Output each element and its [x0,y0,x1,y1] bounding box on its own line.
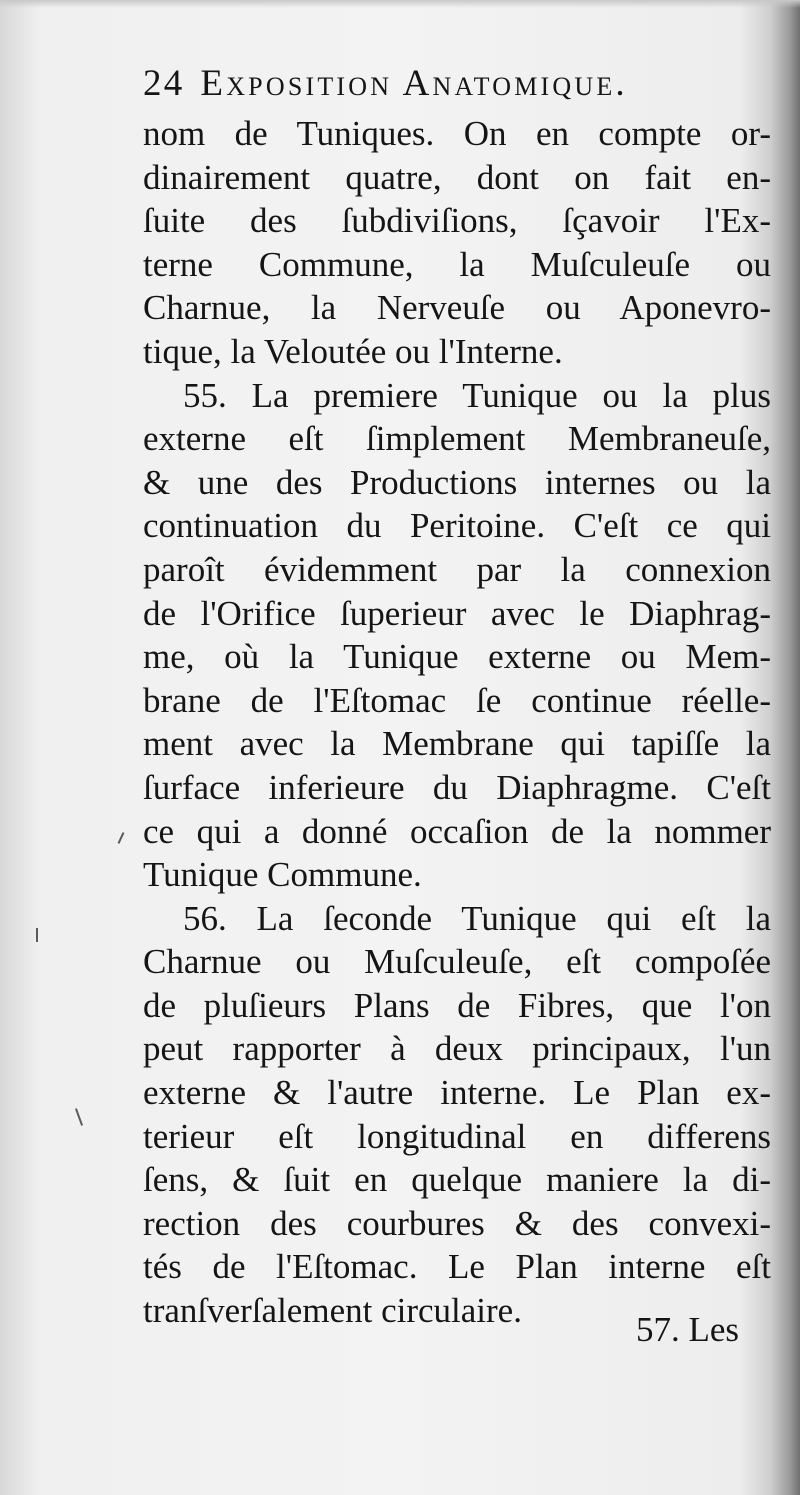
text-line: nom de Tuniques. On en compte or- [143,114,771,153]
text-line: terieur eſt longitudinal en differens [143,1116,771,1156]
text-line: me, où la Tunique externe ou Mem- [143,637,771,677]
text-line: dinairement quatre, dont on fait en- [143,157,771,197]
text-line: peut rapporter à deux principaux, l'un [143,1029,771,1069]
text-line: tés de l'Eſtomac. Le Plan interne eſt [143,1247,771,1287]
paragraph-continuation [143,112,771,374]
margin-mark [75,1108,83,1126]
text-line: brane de l'Eſtomac ſe continue réelle- [143,680,771,720]
text-line: de l'Orifice ſuperieur avec le Diaphrag- [143,593,771,633]
text-line: ce qui a donné occaſion de la nommer [143,811,771,851]
page-header [143,62,773,108]
text-line: Charnue, la Nerveuſe ou Aponevro- [143,288,771,328]
text-line: continuation du Peritoine. C'eſt ce qui [143,506,771,546]
text-line: externe eſt ſimplement Membraneuſe, [143,419,771,459]
body-text [143,112,771,1333]
text-line: tranſverſalement circulaire. [143,1291,522,1331]
text-line: ment avec la Membrane qui tapiſſe la [143,724,771,764]
text-line: de pluſieurs Plans de Fibres, que l'on [143,985,771,1025]
text-line: Charnue ou Muſculeuſe, eſt compoſée [143,942,771,982]
text-line: ſuite des ſubdiviſions, ſçavoir l'Ex- [143,201,771,241]
text-line: paroît évidemment par la connexion [143,549,771,589]
text-line: tique, la Veloutée ou l'Interne. [143,331,563,371]
text-line: Tunique Commune. [143,855,422,895]
text-line: terne Commune, la Muſculeuſe ou [143,244,771,284]
margin-mark [118,832,125,844]
text-line: rection des courbures & des convexi- [143,1203,771,1243]
running-head: Exposition Anatomique. [200,63,628,104]
margin-mark [36,928,38,942]
text-line: externe & l'autre interne. Le Plan ex- [143,1073,771,1113]
page-top-shadow [0,0,800,8]
text-line: & une des Productions internes ou la [143,462,771,502]
section-56-heading-line: 56. La ſeconde Tunique qui eſt la [183,898,771,938]
text-line: ſens, & ſuit en quelque maniere la di- [143,1160,771,1200]
catchword: 57. Les [636,1310,740,1349]
text-line: ſurface inferieure du Diaphragme. C'eſt [143,767,771,807]
paragraph-section-55 [143,374,771,897]
page-number: 24 [143,63,185,104]
section-55-heading-line: 55. La premiere Tunique ou la plus [183,375,771,415]
paragraph-section-56 [143,897,771,1333]
